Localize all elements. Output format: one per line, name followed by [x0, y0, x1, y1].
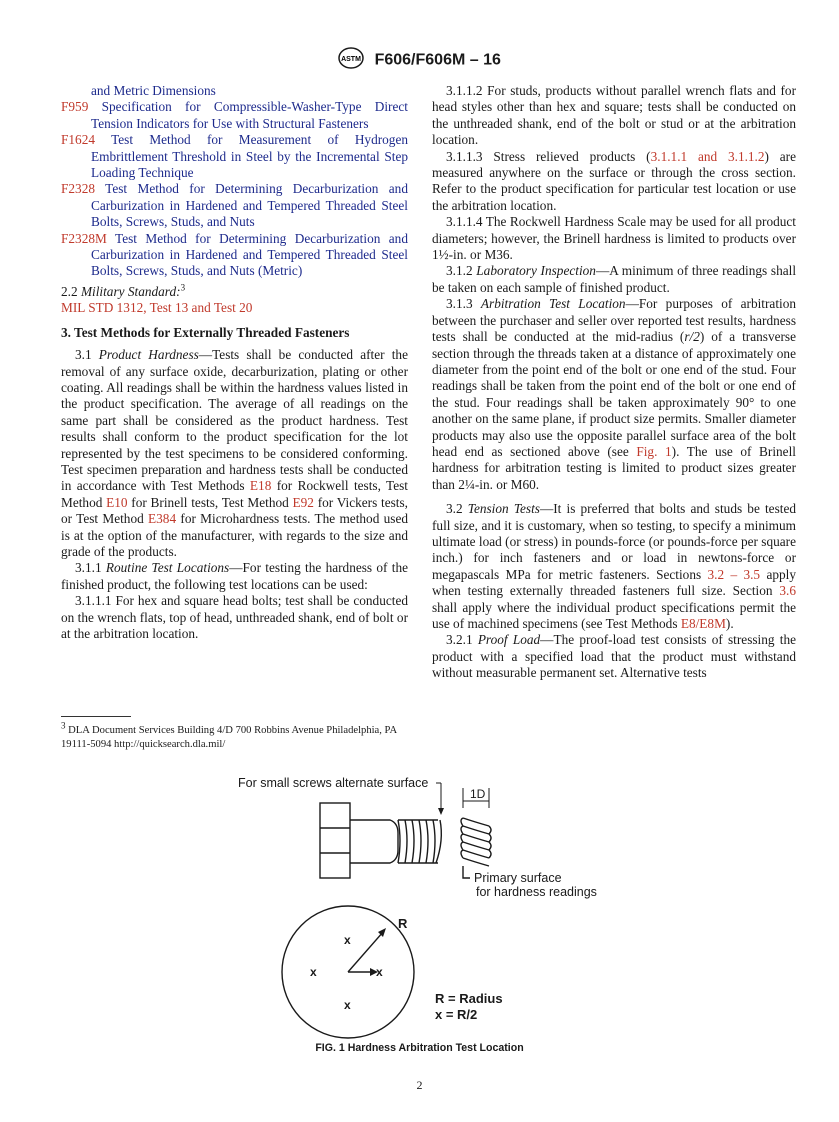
e18-link[interactable]: E18 — [249, 478, 272, 494]
paragraph-3-1-1-1: 3.1.1.1 For hex and square head bolts; test shall be conducted on the wrench flats, top of head, unthreaded shank, end of bolt or at the arbitration location. — [61, 593, 408, 641]
e10-link[interactable]: E10 — [106, 494, 128, 510]
cross-section-icon — [282, 906, 414, 1038]
legend-half-radius: x = R/2 — [435, 1007, 478, 1022]
e8-link[interactable]: E8/E8M — [680, 616, 726, 631]
point-mark-top: x — [344, 933, 351, 947]
svg-text:ASTM: ASTM — [341, 56, 362, 63]
paragraph-3-1-1: 3.1.1 Routine Test Locations—For testing the hardness of the finished product, the following test locations can be used: — [61, 560, 409, 592]
section-range-link[interactable]: 3.2 – 3.5 — [707, 566, 761, 582]
reference-link[interactable]: F2328M — [61, 230, 107, 246]
reference-item: F1624 Test Method for Measurement of Hydrogen Embrittlement Threshold in Steel by the Incremental Step Loading Technique — [61, 132, 408, 181]
section-3-heading: 3. Test Methods for Externally Threaded Fasteners — [61, 324, 350, 340]
footnote: $^3$ DLA Document Services Building 4/D 700 Robbins Avenue Philadelphia, PA 19111-5094 http://quicksearch.dla.mil/ — [61, 720, 397, 750]
page-header — [0, 47, 839, 74]
reference-item: F2328 Test Method for Determining Decarburization and Carburization in Hardened and Tempered Threaded Steel Bolts, Screws, Studs, and Nuts — [61, 181, 408, 230]
radius-label: R — [398, 916, 408, 931]
reference-continuation: and Metric Dimensions — [91, 83, 216, 98]
paragraph-3-1-3: 3.1.3 Arbitration Test Location—For purposes of arbitration between the purchaser and seller over reported test results, hardness tests shall be conducted at the mid-radius (r/2) of a transverse section through the threads taken at a distance of approximately one diameter from the point end of the bolt or one end of the stud. Four readings shall be taken from the point end of the bolt or one end of the stud. Four readings shall be taken approximately 90° to one another on the same plane, if product size permits. Smaller diameter products may also use the opposite parallel surface area of the bolt head end as sectioned above (see Fig. 1). The use of Brinell hardness for arbitration testing is limited to product sizes greater than 2¼-in. or M60. — [432, 296, 797, 492]
reference-link[interactable]: F2328 — [61, 181, 95, 197]
military-standard-heading: 2.2 Military Standard:$^3$ — [61, 282, 186, 299]
cross-ref-link[interactable]: 3.1.1.1 and 3.1.1.2 — [650, 148, 765, 164]
primary-surface-label-2: for hardness readings — [476, 885, 597, 899]
footnote-rule — [61, 716, 131, 717]
page-number: 2 — [416, 1078, 423, 1092]
reference-link[interactable]: F1624 — [61, 132, 95, 148]
primary-surface-label: Primary surface — [474, 871, 562, 885]
section-3-6-link[interactable]: 3.6 — [779, 583, 796, 599]
fig-1-link[interactable]: Fig. 1 — [636, 443, 672, 459]
paragraph-3-1-2: 3.1.2 Laboratory Inspection—A minimum of three readings shall be taken on each sample of finished product. — [432, 263, 797, 295]
reference-item: F2328M Test Method for Determining Decarburization and Carburization in Hardened and Tempered Threaded Steel Bolts, Screws, Studs, and Nuts (Metric) — [61, 230, 408, 279]
paragraph-3-2-1: 3.2.1 Proof Load—The proof-load test consists of stressing the product with a specified load that the product must withstand without measurable permanent set. Alternative tests — [432, 632, 796, 681]
mil-std-link[interactable]: MIL STD 1312, Test 13 and Test 20 — [61, 300, 253, 316]
paragraph-3-1-1-2: 3.1.1.2 For studs, products without parallel wrench flats and for head styles other than hex and square; tests shall be conducted on the unthreaded shank, end of the bolt or stud or at the arbitration location. — [432, 83, 796, 148]
astm-logo-icon — [338, 47, 364, 74]
bolt-icon — [320, 803, 491, 878]
e92-link[interactable]: E92 — [292, 494, 314, 510]
paragraph-3-1: 3.1 Product Hardness—Tests shall be conducted after the removal of any surface oxide, decarburization, plating or other coating. All readings shall be within the hardness values listed in the product specification. The average of all readings on the same part shall be considered as the product hardness. Test results shall conform to the product specification for the lot represented by the test specimens to be considered conforming. Test specimen preparation and hardness tests shall be conducted in accordance with Test Methods E18 for Rockwell tests, Test Method E10 for Brinell tests, Test Method E92 for Vickers tests, or Test Method E384 for Microhardness tests. The method used is at the option of the manufacturer, with regards to the size and grade of the products. — [61, 347, 409, 559]
one-diameter-label: 1D — [470, 787, 486, 801]
reference-link[interactable]: F959 — [61, 99, 89, 115]
e384-link[interactable]: E384 — [148, 511, 177, 527]
left-column — [61, 83, 408, 642]
alternate-surface-label: For small screws alternate surface — [238, 776, 429, 790]
paragraph-3-1-1-4: 3.1.1.4 The Rockwell Hardness Scale may be used for all product diameters; however, the Brinell hardness is limited to products over 1½-in. or M36. — [432, 214, 796, 263]
figure-caption: FIG. 1 Hardness Arbitration Test Location — [315, 1042, 524, 1054]
point-mark-right: x — [376, 965, 383, 979]
paragraph-3-1-1-3: 3.1.1.3 Stress relieved products (3.1.1.1 and 3.1.1.2) are measured anywhere on the surface or through the cross section. Refer to the product specification for particular test location or use the arbitration location. — [432, 148, 797, 213]
point-mark-left: x — [310, 965, 317, 979]
paragraph-3-2: 3.2 Tension Tests—It is preferred that bolts and studs be tested full size, and it is customary, when so testing, to specify a minimum ultimate load (or stress) in pounds-force (or pounds-force per square inch.) for inch fasteners and or load in newtons-force or megapascals MPa for metric fasteners. Sections 3.2 – 3.5 apply when testing externally threaded fasteners full size. Section 3.6 shall apply where the individual product specifications permit the use of machined specimens (see Test Methods E8/E8M). — [432, 501, 796, 631]
document-designation: F606/F606M – 16 — [374, 51, 501, 69]
reference-item: F959 Specification for Compressible-Washer-Type Direct Tension Indicators for Use with Structural Fasteners — [61, 99, 408, 131]
figure-1-diagram — [230, 768, 620, 1053]
right-column — [432, 83, 796, 682]
legend-radius: R = Radius — [435, 991, 503, 1006]
point-mark-bottom: x — [344, 998, 351, 1012]
